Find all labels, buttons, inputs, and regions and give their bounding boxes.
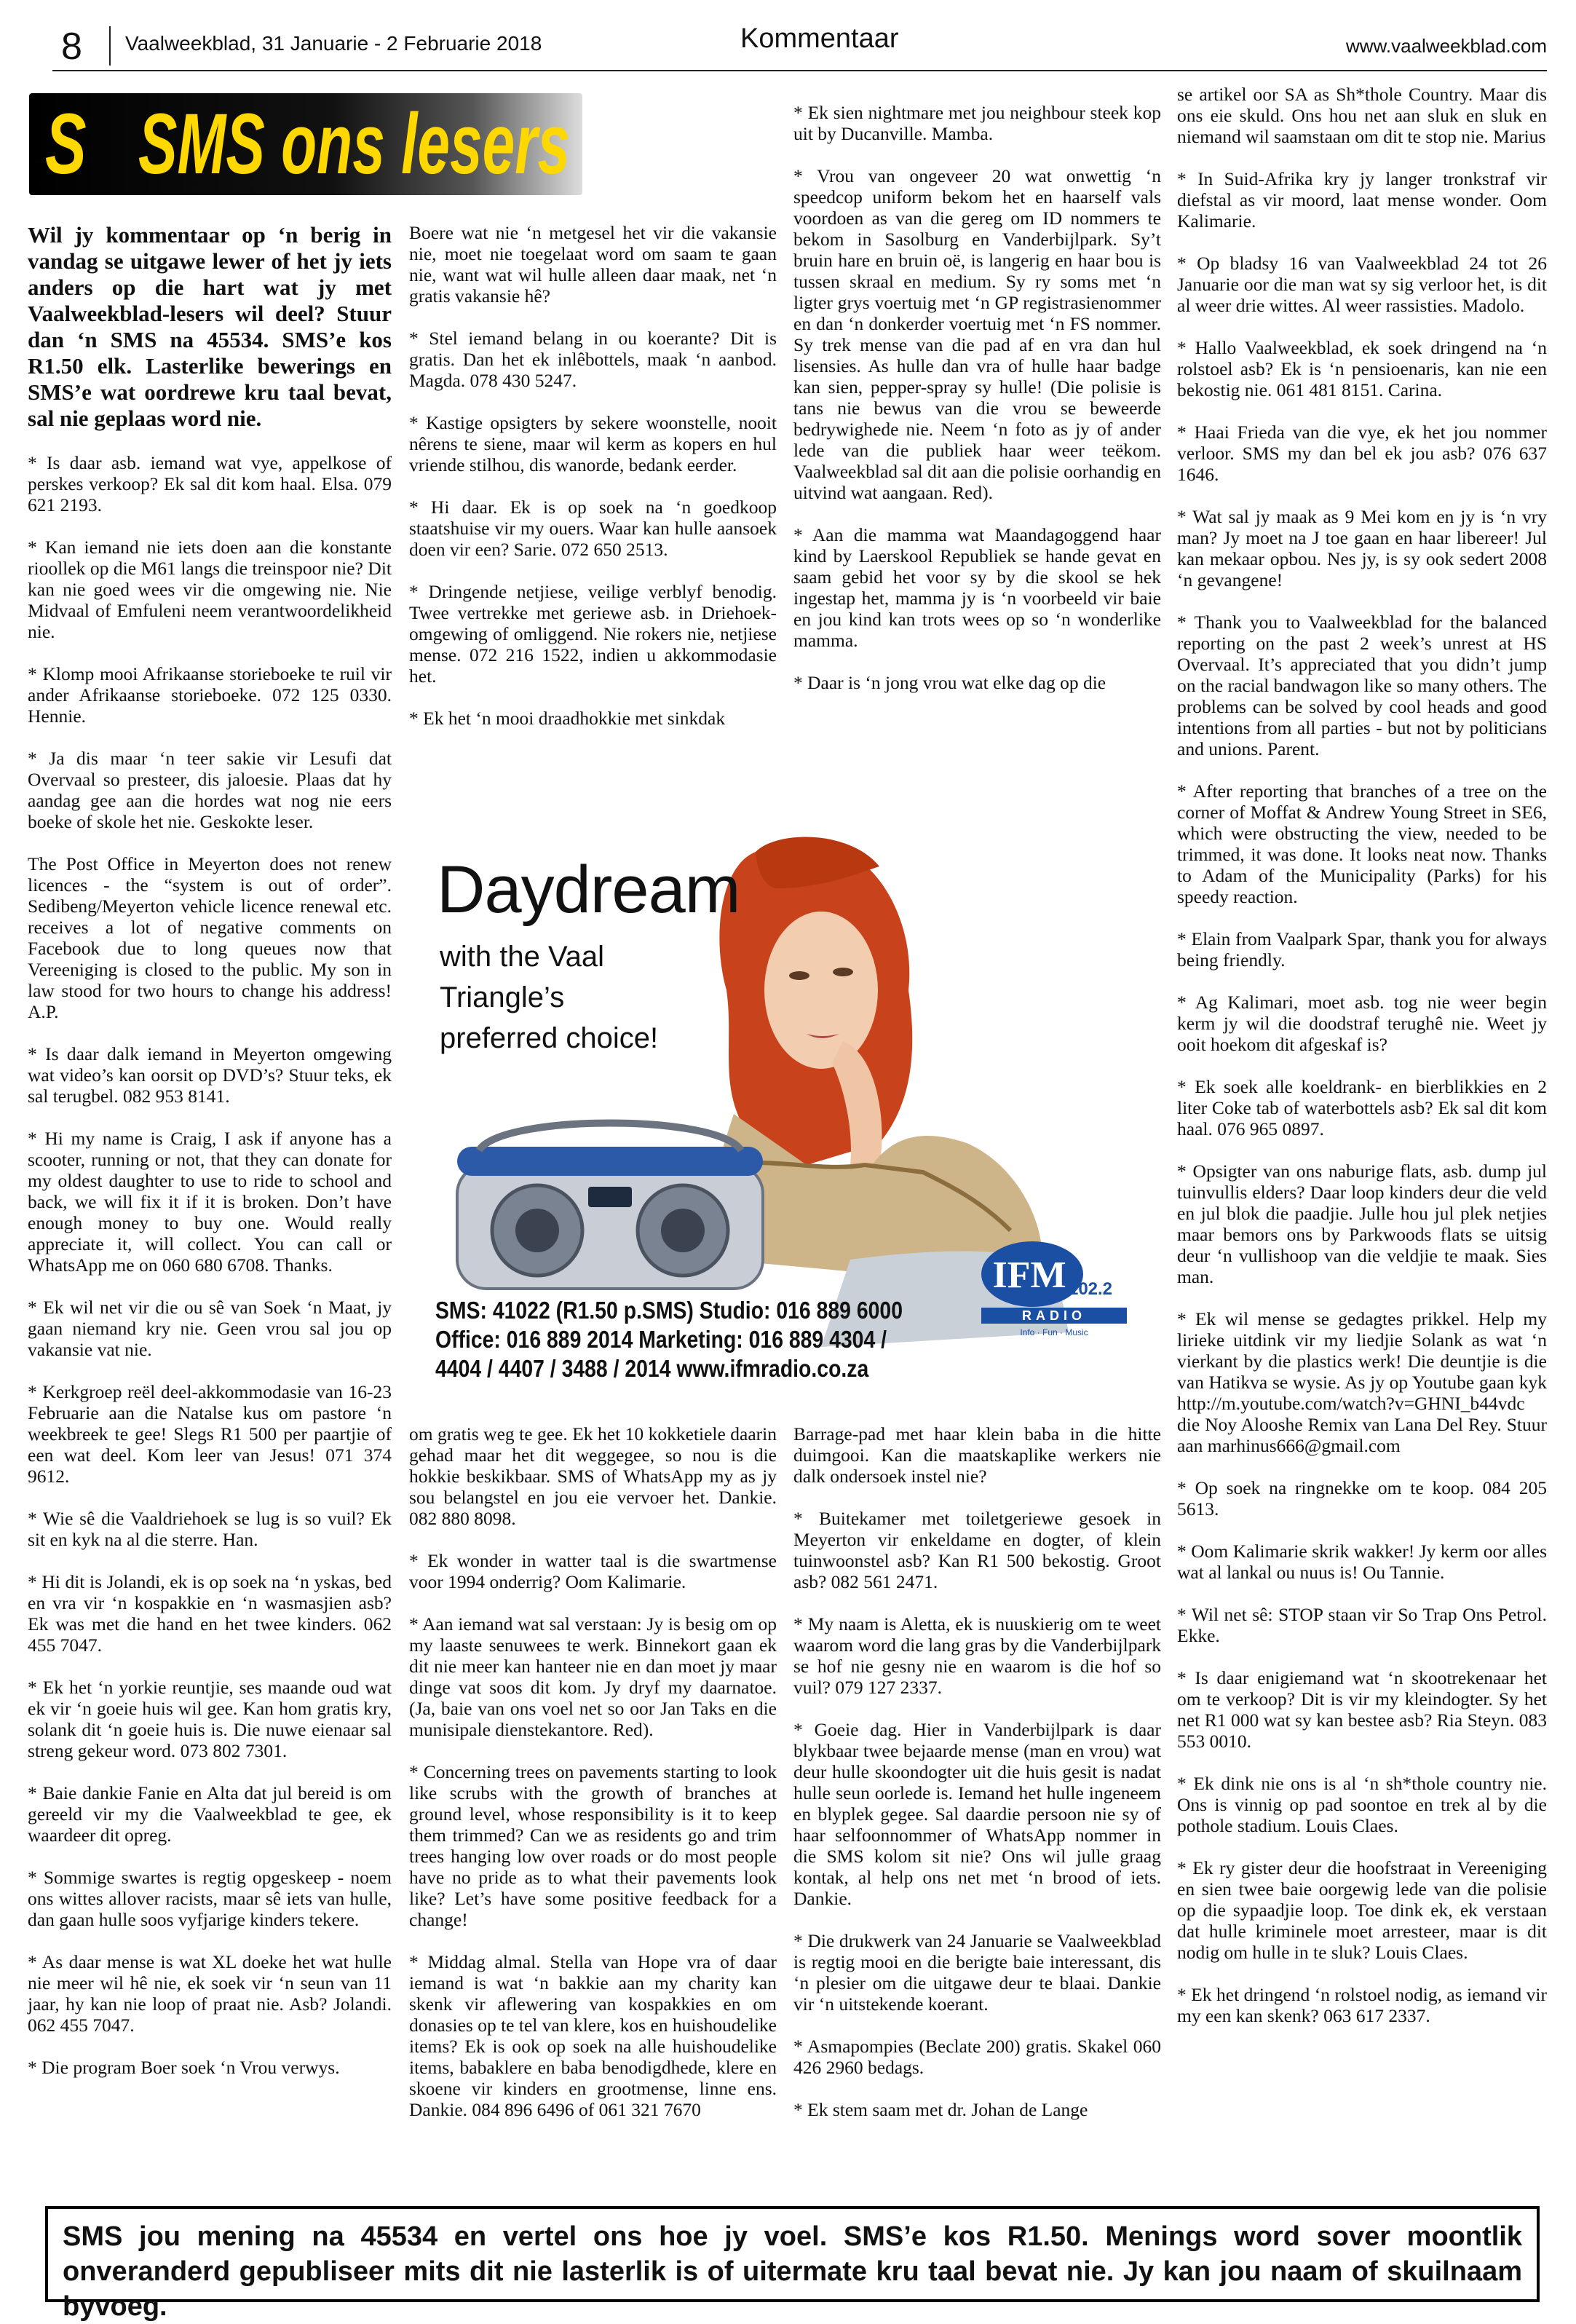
sms-message: * Is daar enigiemand wat ‘n skootrekenaar het om te verkoop? Dit is vir my kleindogter. Sy het net R1 000 wat sy kan bestee asb? Ria Steyn. 083 553 0010. (1177, 1667, 1547, 1752)
sms-message: * After reporting that branches of a tree on the corner of Moffat & Andrew Young Street in SE6, which were obstructing the view, needed to be trimmed, it was done. It looks neat now. Thanks to Adam of the Municipality (Parks) for his speedy reaction. (1177, 780, 1547, 907)
sms-message: * As daar mense is wat XL doeke het wat hulle nie meer wil hê nie, ek soek vir ‘n seun van 11 jaar, hy kan nie loop of praat nie. Asb? Jolandi. 062 455 7047. (28, 1951, 392, 2036)
sms-message: * Dringende netjiese, veilige verblyf benodig. Twee vertrekke met geriewe asb. in Driehoek-omgewing of omliggend. Nie rokers nie, netjiese mense. 072 216 1522, indien u akkommodasie het. (409, 581, 777, 687)
publication-date: Vaalweekblad, 31 Januarie - 2 Februarie 2018 (125, 32, 542, 55)
header-rule (52, 70, 1547, 71)
sms-message: * Haai Frieda van die vye, ek het jou nommer verloor. SMS my dan bel ek jou asb? 076 637 1646. (1177, 422, 1547, 485)
sms-message: * Baie dankie Fanie en Alta dat jul bereid is om gereeld vir my die Vaalweekblad te gee, ek waardeer dit opreg. (28, 1782, 392, 1846)
logo-tagline-text: Info · Fun · Music (1020, 1327, 1088, 1337)
column-2-top (409, 222, 777, 750)
sms-message: * Wat sal jy maak as 9 Mei kom en jy is ‘n vry man? Jy moet na J toe gaan en haar libereer! Jul kan mekaar opbou. Nes jy, is sy ook sedert 2008 ‘n gevangene! (1177, 506, 1547, 590)
sms-message: * Is daar dalk iemand in Meyerton omgewing wat video’s kan oorsit op DVD’s? Stuur teks, ek sal terugbel. 082 953 8141. (28, 1043, 392, 1107)
page-header (52, 20, 1547, 71)
sms-message: * Vrou van ongeveer 20 wat onwettig ‘n speedcop uniform bekom het en haarself vals voordoen as van die gereg om ID nommers te bekom in Sasolburg en Vanderbijlpark. Sy’t bruin hare en bruin oë, is langerig en haar bou is tussen skraal en medium. Sy ry soms met ‘n ligter grys voertuig met ‘n GP registrasienommer en dan ‘n donkerder voertuig met ‘n FS nommer. Sy trek mense van die pad af en vra dan hul lisensies. As hulle dan vra of hulle haar badge kan sien, pepper-spray sy hulle! (Die polisie is tans nie bewus van die vrou se beweerde bedrywighede nie. Neem ‘n foto as jy of ander lede van die publiek haar weer teëkom. Vaalweekblad sal dit aan die polisie oorhandig en uitvind wat aangaan. Red). (793, 165, 1161, 503)
sms-message: * Middag almal. Stella van Hope vra of daar iemand is wat ‘n bakkie aan my charity kan skenk vir aflewering van kospakkies en om donasies op te tel van klere, kos en huishoudelike items? Ek is ook op soek na alle huishoudelike items, babaklere en baba benodigdhede, klere en skoene vir kinders en grootmense, linne ens. Dankie. 084 896 6496 of 061 321 7670 (409, 1951, 777, 2120)
sms-message: * Op bladsy 16 van Vaalweekblad 24 tot 26 Januarie oor die man wat sy sig verloor het, is dit al weer drie wittes. Al weer rassisties. Madolo. (1177, 253, 1547, 316)
sms-message: * Op soek na ringnekke om te koop. 084 205 5613. (1177, 1477, 1547, 1519)
sms-message: * Die program Boer soek ‘n Vrou verwys. (28, 2057, 340, 2078)
sms-message: om gratis weg te gee. Ek het 10 kokketiele daarin gehad maar het dit weggegee, so nou is die hokkie beskikbaar. SMS of WhatsApp my as jy sou belangstel en jou eie vervoer het. Dankie. 082 880 8098. (409, 1423, 777, 1529)
sms-message: * Ek het dringend ‘n rolstoel nodig, as iemand vir my een kan skenk? 063 617 2337. (1177, 1984, 1547, 2026)
advert-contact (435, 1296, 903, 1383)
sms-message: * Kastige opsigters by sekere woonstelle, nooit nêrens te siene, maar wil kerm as kopers en hul vriende stilhou, dis wanorde, bedank eerder. (409, 412, 777, 475)
sms-message: * Die drukwerk van 24 Januarie se Vaalweekblad is regtig mooi en die berigte baie interessant, dis ‘n plesier om die uitgawe deur te blaai. Dankie vir ‘n uitstekende koerant. (793, 1930, 1161, 2015)
website-link[interactable]: www.vaalweekblad.com (1345, 35, 1547, 57)
logo-radio-text: RADIO (1022, 1308, 1086, 1323)
sms-message: * Thank you to Vaalweekblad for the balanced reporting on the past 2 week’s unrest at HS Overvaal. It’s appreciated that you didn’t jump on the racial bandwagon like so many others. The problems can be solved by cool heads and good intentions from all parties - but not by politicians and unions. Parent. (1177, 612, 1547, 759)
sms-message: * Elain from Vaalpark Spar, thank you for always being friendly. (1177, 928, 1547, 971)
sms-message: * Wil net sê: STOP staan vir So Trap Ons Petrol. Ekke. (1177, 1604, 1547, 1646)
sms-message: * Hallo Vaalweekblad, ek soek dringend na ‘n rolstoel asb? Ek is ‘n pensioenaris, kan nie een bekostig nie. 061 481 8151. Carina. (1177, 337, 1547, 400)
sms-message: * Opsigter van ons naburige flats, asb. dump jul tuinvullis elders? Daar loop kinders deur die veld en jul blok die paadjie. Julle hou jul plek netjies maar bemors ons by Parkwoods flats se uitsig deur ‘n vullishoop van die veldjie te maak. Sies man. (1177, 1161, 1547, 1287)
masthead-letter: S (45, 96, 87, 192)
logo-frequency-text: 102.2 (1068, 1279, 1113, 1299)
sms-message: * Ek wonder in watter taal is die swartmense voor 1994 onderrig? Oom Kalimarie. (409, 1550, 777, 1592)
sms-message: * Ek het ‘n mooi draadhokkie met sinkdak (409, 708, 726, 729)
sms-message: * Aan die mamma wat Maandagoggend haar kind by Laerskool Republiek se hande gevat en saam gebid het voor sy by die skool se hek ingestap het, mamma jy is ‘n voorbeeld vir baie en jou kind kan trots wees op so ‘n wonderlike mamma. (793, 524, 1161, 651)
ifm-logo-graphic (981, 1238, 1127, 1340)
sms-message: * Ek het ‘n yorkie reuntjie, ses maande oud wat ek vir ‘n goeie huis wil gee. Kan hom gratis kry, solank dit ‘n goeie huis is. Die nuwe eienaar sal streng gekeur word. 073 802 7301. (28, 1677, 392, 1761)
page-number: 8 (61, 25, 82, 68)
sms-message: * Concerning trees on pavements starting to look like scrubs with the growth of branches at ground level, whose responsibility is it to keep them trimmed? Can we as residents go and trim trees hanging low over roads or do most people have no pride as to what their pavements look like? Let’s have some positive feedback for a change! (409, 1761, 777, 1930)
sms-message: * Is daar asb. iemand wat vye, appelkose of perskes verkoop? Ek sal dit kom haal. Elsa. 079 621 2193. (28, 452, 392, 515)
column-1 (28, 222, 392, 2099)
masthead-title: SMS ons lesers (138, 96, 571, 192)
sms-message: * Ek ry gister deur die hoofstraat in Vereeniging en sien twee baie oorgewig lede van die polisie op die sypaadjie loop. Toe dink ek, ek verstaan dat hulle kriminele moet arresteer, maar is dit nodig om hulle in te sluk? Louis Claes. (1177, 1857, 1547, 1963)
sms-message: * Ag Kalimari, moet asb. tog nie weer begin kerm jy wil die doodstraf terughê nie. Weet jy ooit hoekom dit afgeskaf is? (1177, 992, 1547, 1055)
sms-message: * In Suid-Afrika kry jy langer tronkstraf vir diefstal as vir moord, laat mense wonder. Oom Kalimarie. (1177, 168, 1547, 232)
advert-contact-line: 4404 / 4407 / 3488 / 2014 www.ifmradio.co.za (435, 1355, 869, 1382)
sms-message: * Ek sien nightmare met jou neighbour steek kop uit by Ducanville. Mamba. (793, 102, 1161, 144)
sms-message: * Ek soek alle koeldrank- en bierblikkies en 2 liter Coke tab of waterbottels asb? Ek sal dit kom haal. 076 965 0897. (1177, 1076, 1547, 1139)
section-title: Kommentaar (740, 23, 899, 54)
sms-message: * Oom Kalimarie skrik wakker! Jy kerm oor alles wat al lankal ou nuus is! Ou Tannie. (1177, 1541, 1547, 1583)
sms-message: Barrage-pad met haar klein baba in die hitte duimgooi. Kan die maatskaplike werkers nie dalk ondersoek instel nie? (793, 1423, 1161, 1487)
sms-message: * My naam is Aletta, ek is nuuskierig om te weet waarom word die lang gras by die Vanderbijlpark se hof nie gesny nie en waarom is die hof so vuil? 079 127 2337. (793, 1613, 1161, 1698)
header-divider (109, 26, 111, 66)
column-3-top (793, 102, 1161, 714)
sms-message: * Goeie dag. Hier in Vanderbijlpark is daar blykbaar twee bejaarde mense (man en vrou) wat deur hulle skoondogter uit die huis gesit is nadat hulle seun oorlede is. Iemand het hulle ingeneem en blyplek gegee. Sal daardie persoon nie sy of haar selfoonnommer of WhatsApp nommer in die SMS kolom sit nie? Ons wil julle graag kontak, al help ons net met ‘n brood of iets. Dankie. (793, 1719, 1161, 1909)
ifm-logo (981, 1238, 1127, 1340)
sms-message: * Hi dit is Jolandi, ek is op soek na ‘n yskas, bed en vra vir ‘n kospakkie en ‘n wasmasjien asb? Ek was met die hand en het twee kinders. 062 455 7047. (28, 1571, 392, 1656)
sms-message: Boere wat nie ‘n metgesel het vir die vakansie nie, moet nie toegelaat word om saam te gaan nie, want wat wil hulle alleen daar maak, net ‘n gratis vakansie hê? (409, 222, 777, 307)
advert-contact-line: Office: 016 889 2014 Marketing: 016 889 4304 / (435, 1326, 887, 1353)
sms-message: * Kan iemand nie iets doen aan die konstante rioollek op die M61 langs die treinspoor nie? Dit kan nie goed wees vir die omgewing nie. Nie Midvaal of Emfuleni neem verantwoordelikheid nie. (28, 537, 392, 642)
sms-message: * Ek wil net vir die ou sê van Soek ‘n Maat, jy gaan niemand kry nie. Geen vrou sal jou op vakansie vat nie. (28, 1297, 392, 1360)
intro-text: Wil jy kommentaar op ‘n berig in vandag se uitgawe lewer of het jy iets anders op die hart wat jy met Vaalweekblad-lesers wil deel? Stuur dan ‘n SMS na 45534. SMS’e kos R1.50 elk. Lasterlike bewerings en SMS’e wat oordrewe kru taal bevat, sal nie geplaas word nie. (28, 222, 392, 431)
column-4 (1177, 84, 1547, 2047)
sms-message: * Ek stem saam met dr. Johan de Lange (793, 2099, 1088, 2120)
radio-advertisement[interactable] (413, 823, 1141, 1394)
footer-notice (45, 2206, 1540, 2322)
sms-message: * Klomp mooi Afrikaanse storieboeke te ruil vir ander Afrikaanse storieboeke. 072 125 0330. Hennie. (28, 663, 392, 727)
column-3-bottom (793, 1423, 1161, 2141)
sms-message: * Stel iemand belang in ou koerante? Dit is gratis. Dan het ek inlêbottels, maak ‘n aanbod. Magda. 078 430 5247. (409, 328, 777, 391)
sms-message: se artikel oor SA as Sh*thole Country. Maar dis ons eie skuld. Ons hou net aan sluk en sluk en niemand wil saamstaan om dit te stop nie. Marius (1177, 84, 1547, 147)
sms-message: * Daar is ‘n jong vrou wat elke dag op die (793, 672, 1106, 693)
sms-message: * Ek dink nie ons is al ‘n sh*thole country nie. Ons is vinnig op pad soontoe en trek al by die pothole stadium. Louis Claes. (1177, 1773, 1547, 1836)
column-2-bottom (409, 1423, 777, 2141)
sms-message: The Post Office in Meyerton does not renew licences - the “system is out of order”. Sedibeng/Meyerton vehicle licence renewal etc. receives a lot of negative comments on Facebook due to long queues now that Vereeniging is closed to the public. My son in law stood for two hours to change his address! A.P. (28, 853, 392, 1022)
sms-message: * Ek wil mense se gedagtes prikkel. Help my lirieke uitdink vir my liedjie Solank as wat ‘n vierkant by die plastics werk! Die deuntjie is die van Hatikva se wysie. As jy op Youtube gaan kyk http://m.youtube.com/watch?v=GHNI_b44vdc die Noy Alooshe Remix van Lana Del Rey. Stuur aan marhinus666@gmail.com (1177, 1308, 1547, 1456)
sms-message: * Wie sê die Vaaldriehoek se lug is so vuil? Ek sit en kyk na al die sterre. Han. (28, 1508, 392, 1550)
advert-headline: Daydream (437, 853, 740, 927)
sms-message: * Hi daar. Ek is op soek na ‘n goedkoop staatshuise vir my ouers. Waar kan hulle aansoek doen vir een? Sarie. 072 650 2513. (409, 497, 777, 560)
sms-message: * Aan iemand wat sal verstaan: Jy is besig om op my laaste senuwees te werk. Binnekort gaan ek dit nie meer kan hanteer nie en dan moet jy maar dinge vat soos dit kom. Jy dryf my daarnatoe. (Ja, baie van ons voel net so oor Jan Taks en die munisipale dienstekantore. Red). (409, 1613, 777, 1740)
sms-message: * Kerkgroep reël deel-akkommodasie van 16-23 Februarie aan die Natalse kus om pastore ‘n weekbreek te gee! Slegs R1 500 per paartjie of een wat deel. Kom leer van Jesus! 071 374 9612. (28, 1381, 392, 1487)
logo-ifm-text: IFM (992, 1254, 1066, 1296)
footer-text: SMS jou mening na 45534 en vertel ons hoe jy voel. SMS’e kos R1.50. Menings word sover moontlik onveranderd gepubliseer mits dit nie lasterlik is of uitermate kru taal bevat nie. Jy kan jou naam of skuilnaam byvoeg. (63, 2221, 1522, 2322)
sms-message: * Asmapompies (Beclate 200) gratis. Skakel 060 426 2960 bedags. (793, 2036, 1161, 2078)
sms-message: * Ja dis maar ‘n teer sakie vir Lesufi dat Overvaal so presteer, dis jaloesie. Plaas dat hy aandag gee aan die hordes wat nog nie eers boeke of skole het nie. Geskokte leser. (28, 748, 392, 832)
column-masthead (29, 93, 582, 195)
sms-message: * Hi my name is Craig, I ask if anyone has a scooter, running or not, that they can donate for my oldest daughter to use to ride to school and back, we will fix it if it is broken. Don’t have enough money to buy one. Would really appreciate it, will collect. You can call or WhatsApp me on 060 680 6708. Thanks. (28, 1128, 392, 1276)
sms-message: * Buitekamer met toiletgeriewe gesoek in Meyerton vir enkeldame en dogter, of klein tuinwoonstel asb? Kan R1 500 bekostig. Groot asb? 082 561 2471. (793, 1508, 1161, 1592)
sms-message: * Sommige swartes is regtig opgeskeep - noem ons wittes allover racists, maar sê iets van hulle, dan gaan hulle soos vyfjarige kinders tekere. (28, 1867, 392, 1930)
advert-subline: with the Vaal Triangle’s preferred choice! (440, 941, 659, 1054)
advert-contact-line: SMS: 41022 (R1.50 p.SMS) Studio: 016 889 6000 (435, 1297, 903, 1324)
